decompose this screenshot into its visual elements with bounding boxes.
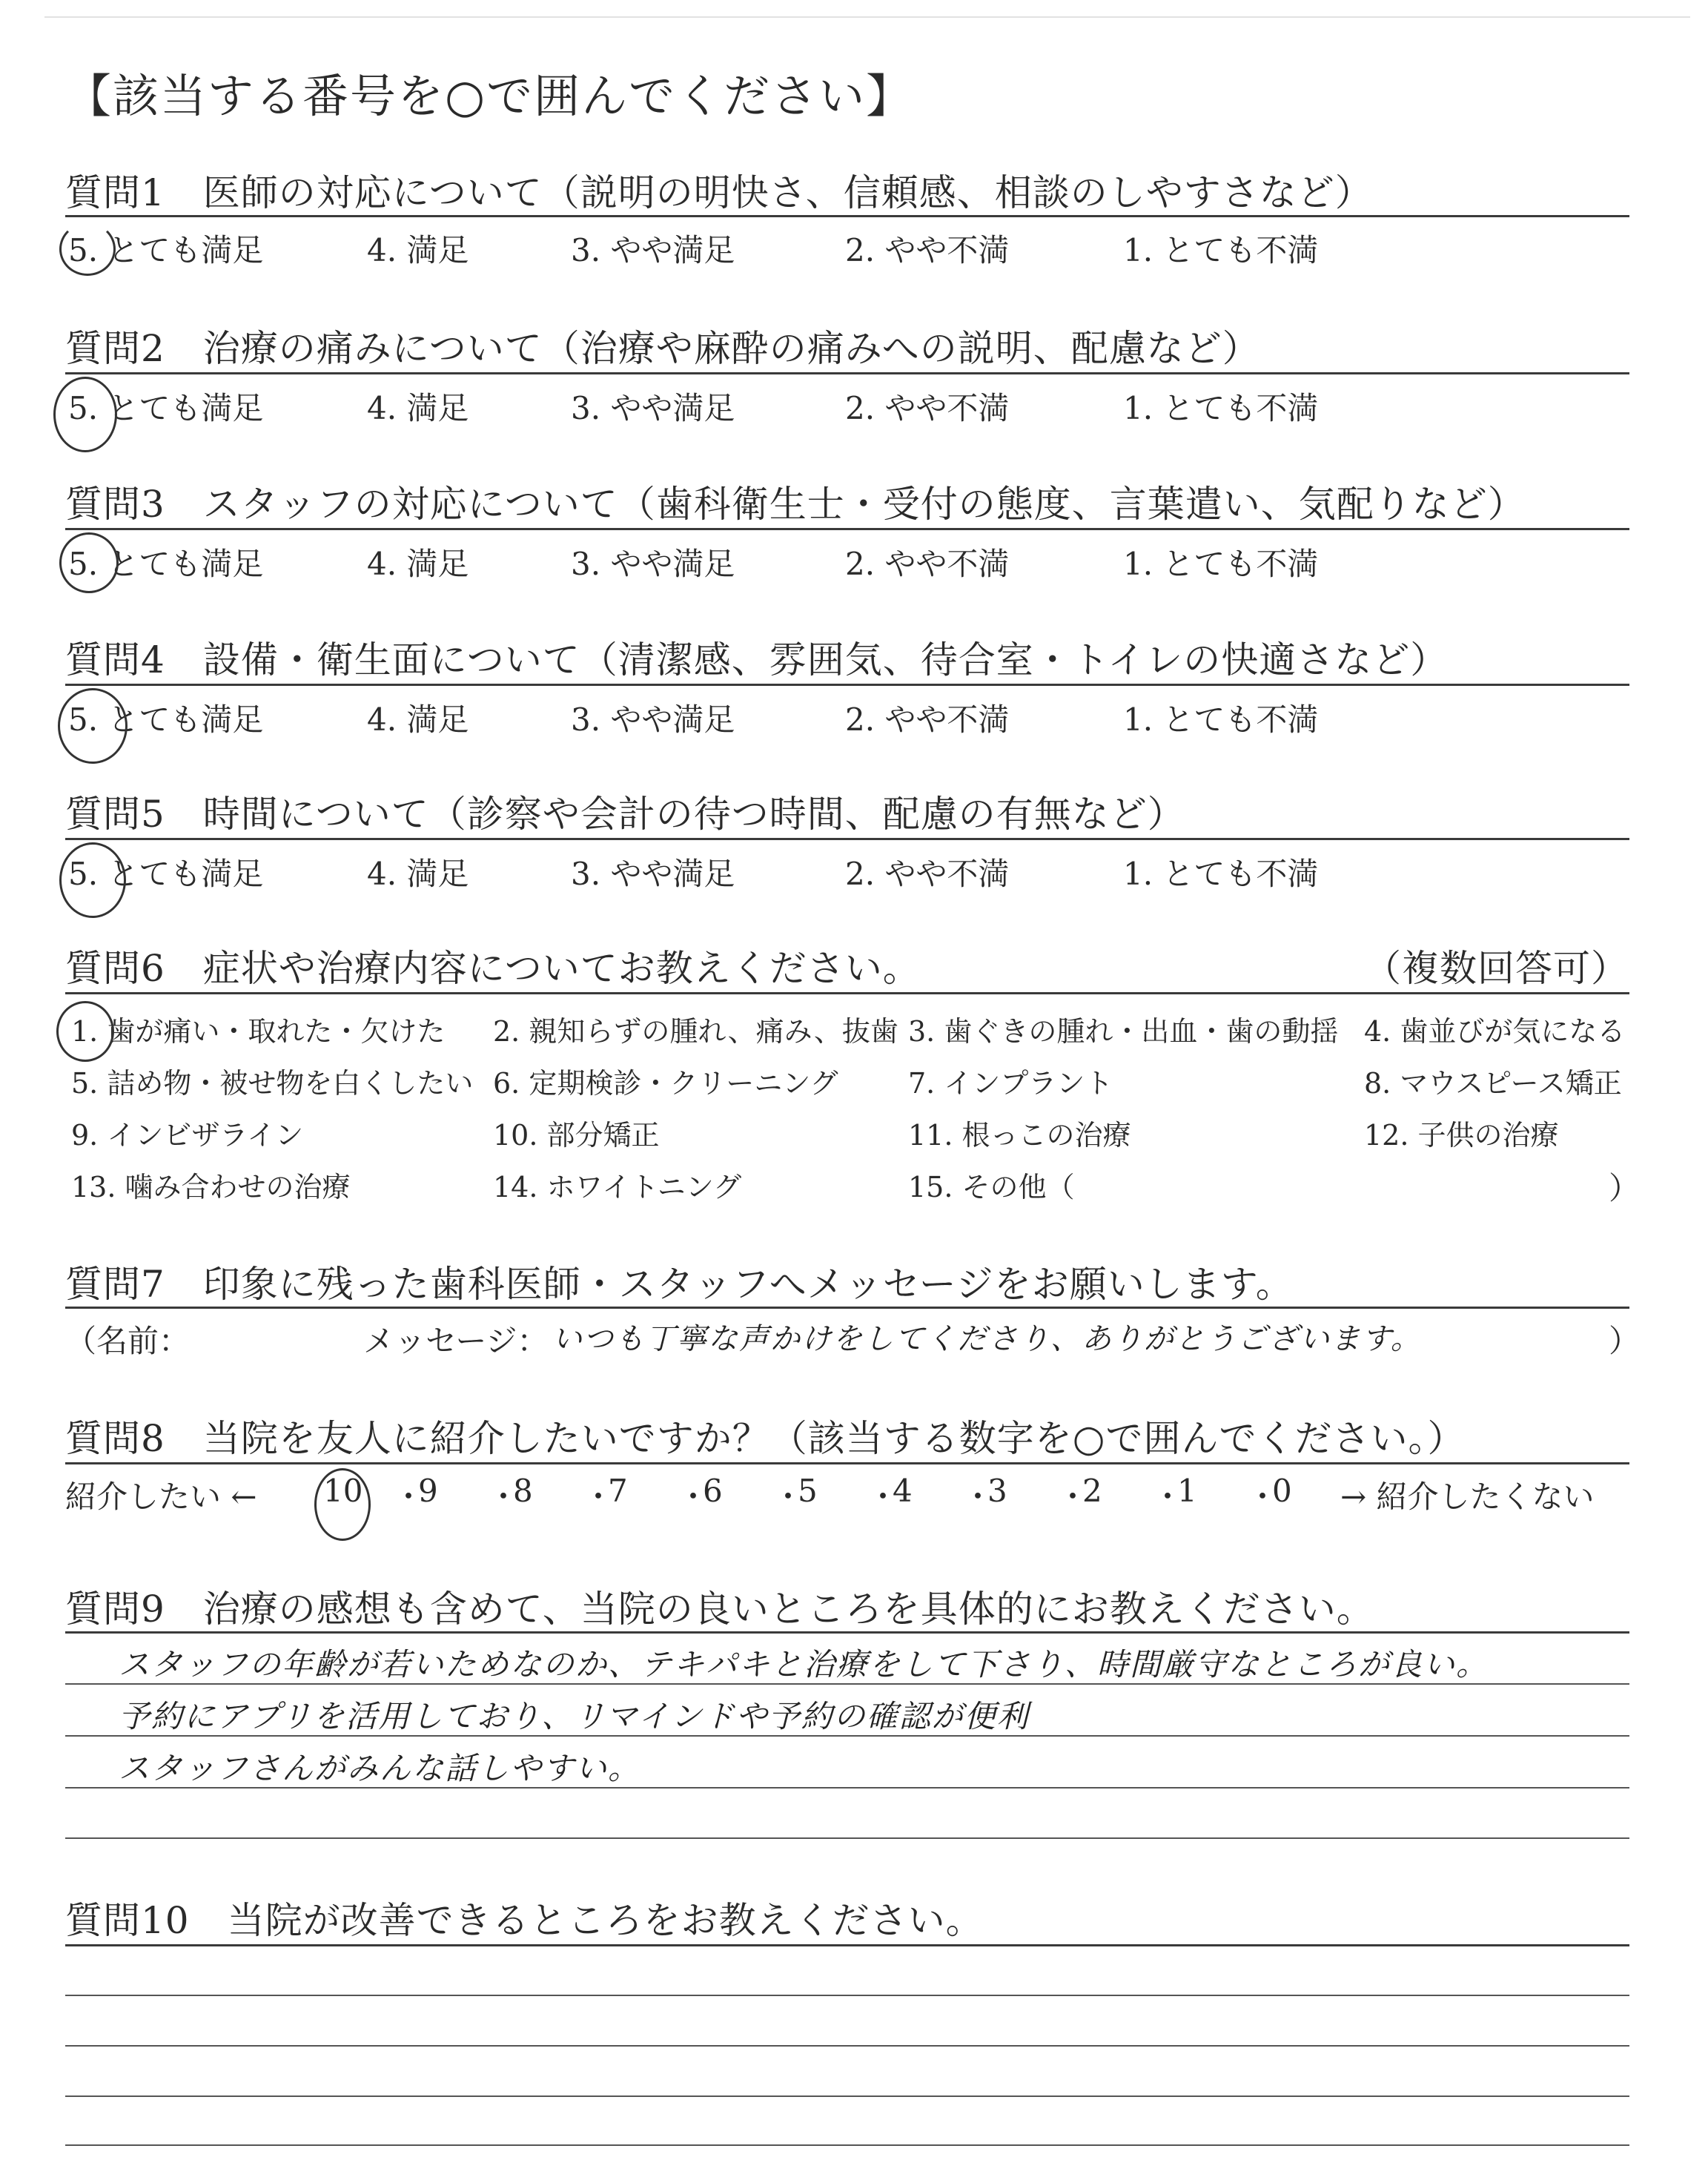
q1-option-1[interactable]: 1. とても不満 <box>1123 232 1319 268</box>
instruction-title: 【該当する番号を○で囲んでください】 <box>65 69 914 123</box>
q6-item-15[interactable]: 15. その他（ <box>908 1171 1075 1203</box>
question-1-rule <box>65 215 1629 217</box>
q8-scale-separator: ・ <box>867 1479 899 1515</box>
q1-option-4[interactable]: 4. 満足 <box>367 232 469 268</box>
q5-option-1[interactable]: 1. とても不満 <box>1123 856 1319 892</box>
q5-option-4[interactable]: 4. 満足 <box>367 856 469 892</box>
question-9-title: 質問9 治療の感想も含めて、当院の良いところを具体的にお教えください。 <box>65 1588 1374 1631</box>
q3-option-4[interactable]: 4. 満足 <box>367 546 469 582</box>
q1-option-2[interactable]: 2. やや不満 <box>845 232 1010 268</box>
question-4-title: 質問4 設備・衛生面について（清潔感、雰囲気、待合室・トイレの快適さなど） <box>65 638 1449 681</box>
q2-option-2[interactable]: 2. やや不満 <box>845 390 1010 426</box>
q3-selection-circle <box>59 532 119 593</box>
q6-item-3[interactable]: 3. 歯ぐきの腫れ・出血・歯の動揺 <box>908 1015 1339 1048</box>
q2-option-4[interactable]: 4. 満足 <box>367 390 469 426</box>
q8-scale-4[interactable]: 4 <box>893 1473 913 1509</box>
q6-item-4[interactable]: 4. 歯並びが気になる <box>1364 1015 1626 1048</box>
q7-name-label: （名前： <box>65 1323 191 1359</box>
q6-item-10[interactable]: 10. 部分矯正 <box>493 1119 660 1152</box>
question-1-title: 質問1 医師の対応について（説明の明快さ、信頼感、相談のしやすさなど） <box>65 171 1373 214</box>
question-6-multiple-note: （複数回答可） <box>1364 947 1629 990</box>
q8-scale-separator: ・ <box>772 1479 804 1515</box>
q10-answer-rule-4 <box>65 2144 1629 2146</box>
q9-answer-rule-4 <box>65 1837 1629 1839</box>
q8-selection-circle <box>314 1468 371 1541</box>
q8-scale-6[interactable]: 6 <box>703 1473 723 1509</box>
q8-scale-8[interactable]: 8 <box>513 1473 533 1509</box>
q4-selection-circle <box>58 688 128 764</box>
q6-item-1[interactable]: 1. 歯が痛い・取れた・欠けた <box>71 1015 446 1048</box>
q6-item-13[interactable]: 13. 噛み合わせの治療 <box>71 1171 351 1203</box>
question-8-title: 質問8 当院を友人に紹介したいですか？（該当する数字を○で囲んでください。） <box>65 1417 1466 1460</box>
question-3-rule <box>65 528 1629 530</box>
q6-item-7[interactable]: 7. インプラント <box>908 1067 1113 1100</box>
q9-answer-line-2[interactable]: 予約にアプリを活用しており、リマインドや予約の確認が便利 <box>119 1698 1030 1734</box>
question-10-title: 質問10 当院が改善できるところをお教えください。 <box>65 1899 984 1942</box>
q8-left-label: 紹介したい ← <box>65 1479 257 1515</box>
q8-scale-separator: ・ <box>1152 1479 1184 1515</box>
question-3-title: 質問3 スタッフの対応について（歯科衛生士・受付の態度、言葉遣い、気配りなど） <box>65 483 1526 526</box>
q5-option-5[interactable]: 5. とても満足 <box>68 856 264 892</box>
question-4-rule <box>65 684 1629 686</box>
q9-answer-line-3[interactable]: スタッフさんがみんな話しやすい。 <box>119 1750 641 1786</box>
q2-option-1[interactable]: 1. とても不満 <box>1123 390 1319 426</box>
q6-item-5[interactable]: 5. 詰め物・被せ物を白くしたい <box>71 1067 474 1100</box>
q10-answer-rule-1 <box>65 1995 1629 1996</box>
q8-scale-separator: ・ <box>962 1479 994 1515</box>
question-10-rule <box>65 1944 1629 1946</box>
q5-option-2[interactable]: 2. やや不満 <box>845 856 1010 892</box>
q6-selection-circle <box>56 1001 114 1062</box>
question-8-rule <box>65 1462 1629 1464</box>
q2-option-3[interactable]: 3. やや満足 <box>571 390 735 426</box>
q6-item-6[interactable]: 6. 定期検診・クリーニング <box>493 1067 838 1100</box>
q8-scale-separator: ・ <box>583 1479 615 1515</box>
question-2-rule <box>65 372 1629 374</box>
q8-scale-separator: ・ <box>1057 1479 1089 1515</box>
q7-message-handwritten[interactable]: いつも丁寧な声かけをしてくださり、ありがとうございます。 <box>552 1322 1422 1356</box>
q6-item-8[interactable]: 8. マウスピース矯正 <box>1364 1067 1622 1100</box>
q2-option-5[interactable]: 5. とても満足 <box>68 390 264 426</box>
q8-scale-separator: ・ <box>393 1479 425 1515</box>
q8-scale-separator: ・ <box>678 1479 709 1515</box>
question-7-rule <box>65 1307 1629 1309</box>
q10-answer-rule-2 <box>65 2045 1629 2047</box>
q3-option-5[interactable]: 5. とても満足 <box>68 546 264 582</box>
q8-scale-2[interactable]: 2 <box>1082 1473 1102 1509</box>
q4-option-3[interactable]: 3. やや満足 <box>571 701 735 738</box>
q8-scale-3[interactable]: 3 <box>987 1473 1007 1509</box>
q7-message-label: メッセージ： <box>363 1323 549 1359</box>
q6-other-close-paren: ） <box>1609 1170 1641 1206</box>
q3-option-2[interactable]: 2. やや不満 <box>845 546 1010 582</box>
question-5-rule <box>65 838 1629 840</box>
q8-scale-7[interactable]: 7 <box>608 1473 628 1509</box>
q9-answer-rule-3 <box>65 1787 1629 1789</box>
q6-item-14[interactable]: 14. ホワイトニング <box>493 1171 742 1203</box>
q4-option-2[interactable]: 2. やや不満 <box>845 701 1010 738</box>
q3-option-3[interactable]: 3. やや満足 <box>571 546 735 582</box>
question-2-title: 質問2 治療の痛みについて（治療や麻酔の痛みへの説明、配慮など） <box>65 327 1260 370</box>
q2-selection-circle <box>53 377 117 452</box>
q6-item-2[interactable]: 2. 親知らずの腫れ、痛み、抜歯 <box>493 1015 898 1048</box>
q9-answer-line-1[interactable]: スタッフの年齢が若いためなのか、テキパキと治療をして下さり、時間厳守なところが良い。 <box>119 1646 1489 1682</box>
q7-close-paren: ） <box>1609 1323 1641 1359</box>
q1-option-3[interactable]: 3. やや満足 <box>571 232 735 268</box>
top-edge-line <box>44 16 1690 18</box>
q10-answer-rule-3 <box>65 2095 1629 2097</box>
question-5-title: 質問5 時間について（診察や会計の待つ時間、配慮の有無など） <box>65 793 1185 836</box>
q8-scale-5[interactable]: 5 <box>798 1473 818 1509</box>
q1-option-5[interactable]: 5. とても満足 <box>68 232 264 268</box>
question-6-rule <box>65 992 1629 994</box>
q8-scale-9[interactable]: 9 <box>418 1473 438 1509</box>
q8-scale-1[interactable]: 1 <box>1177 1473 1197 1509</box>
question-9-rule <box>65 1631 1629 1634</box>
q4-option-4[interactable]: 4. 満足 <box>367 701 469 738</box>
question-7-title: 質問7 印象に残った歯科医師・スタッフへメッセージをお願いします。 <box>65 1263 1294 1306</box>
q8-right-label: → 紹介したくない <box>1340 1479 1595 1515</box>
q4-option-5[interactable]: 5. とても満足 <box>68 701 264 738</box>
q1-selection-circle <box>59 222 116 276</box>
q6-item-12[interactable]: 12. 子供の治療 <box>1364 1119 1559 1152</box>
q4-option-1[interactable]: 1. とても不満 <box>1123 701 1319 738</box>
q9-answer-rule-2 <box>65 1735 1629 1737</box>
q8-scale-separator: ・ <box>488 1479 520 1515</box>
q8-scale-0[interactable]: 0 <box>1272 1473 1292 1509</box>
q5-selection-circle <box>59 842 126 918</box>
q6-item-9[interactable]: 9. インビザライン <box>71 1119 304 1152</box>
q8-scale-10[interactable]: 10 <box>323 1473 363 1509</box>
q6-item-11[interactable]: 11. 根っこの治療 <box>908 1119 1131 1152</box>
question-6-title: 質問6 症状や治療内容についてお教えください。 <box>65 947 921 990</box>
q9-answer-rule-1 <box>65 1683 1629 1685</box>
q5-option-3[interactable]: 3. やや満足 <box>571 856 735 892</box>
q8-scale-separator: ・ <box>1247 1479 1279 1515</box>
q3-option-1[interactable]: 1. とても不満 <box>1123 546 1319 582</box>
